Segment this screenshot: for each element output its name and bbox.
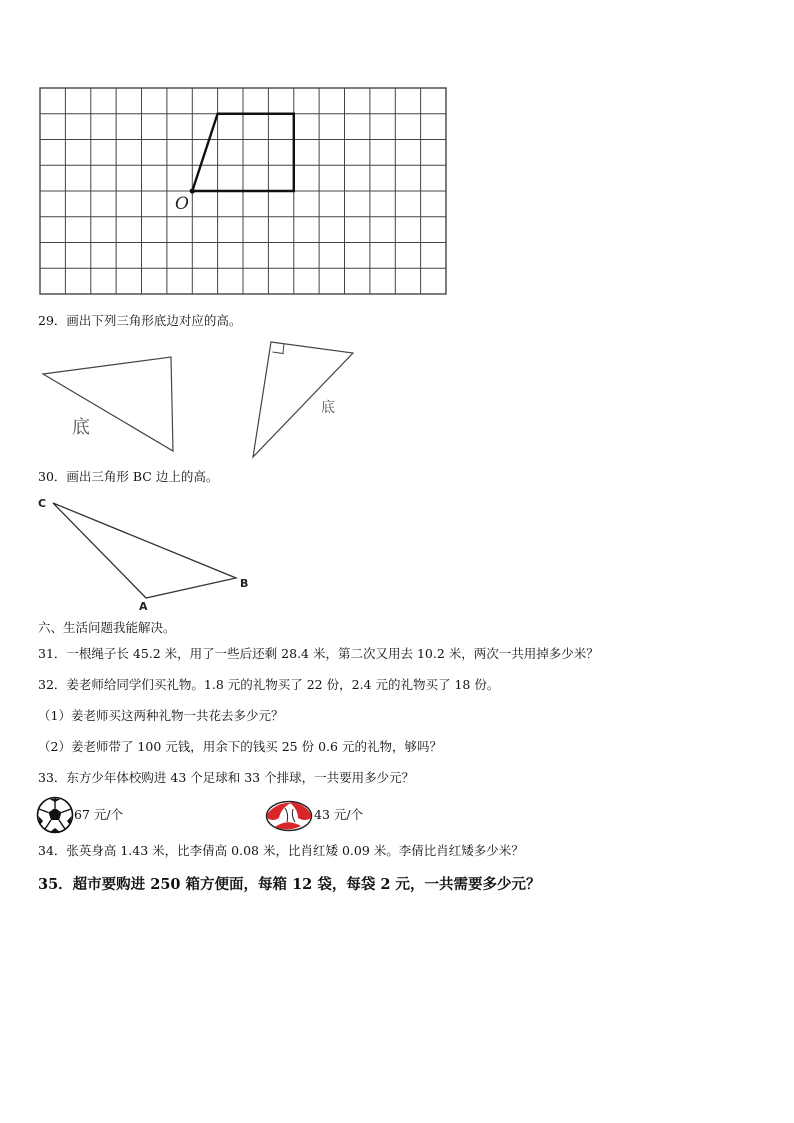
question-32: 32．姜老师给同学们买礼物。1.8 元的礼物买了 22 份，2.4 元的礼物买了 18 份。	[38, 677, 500, 692]
vertex-c-label: C	[38, 497, 47, 510]
origin-point	[190, 188, 195, 193]
question-31: 31．一根绳子长 45.2 米，用了一些后还剩 28.4 米，第二次又用去 10.2 米，两次一共用掉多少米？	[38, 646, 599, 661]
vertex-b-label: B	[240, 577, 249, 590]
football-price: 67 元/个	[74, 807, 124, 822]
triangle-abc-figure	[36, 494, 256, 614]
question-30: 30．画出三角形 BC 边上的高。	[38, 469, 219, 484]
question-32-part-2: （2）姜老师带了 100 元钱，用余下的钱买 25 份 0.6 元的礼物，够吗？	[38, 739, 442, 754]
question-34: 34．张英身高 1.43 米，比李倩高 0.08 米，比肖红矮 0.09 米。李倩比肖红矮多少米？	[38, 843, 524, 858]
volleyball-price: 43 元/个	[314, 807, 364, 822]
base-label-2: 底	[321, 400, 335, 416]
section-6-title: 六、生活问题我能解决。	[38, 620, 176, 635]
question-32-part-1: （1）姜老师买这两种礼物一共花去多少元？	[38, 708, 284, 723]
question-29: 29．画出下列三角形底边对应的高。	[38, 313, 242, 328]
volleyball-icon	[265, 800, 313, 832]
football-icon	[36, 796, 74, 834]
triangle-figure-1	[38, 350, 183, 456]
question-33: 33．东方少年体校购进 43 个足球和 33 个排球，一共要用多少元？	[38, 770, 415, 785]
triangle-figure-2	[248, 337, 360, 461]
base-label-1: 底	[72, 417, 90, 438]
grid-figure	[38, 86, 450, 298]
question-35: 35．超市要购进 250 箱方便面，每箱 12 袋，每袋 2 元，一共需要多少元？	[38, 876, 541, 893]
origin-label: O	[175, 194, 189, 214]
vertex-a-label: A	[139, 600, 148, 613]
